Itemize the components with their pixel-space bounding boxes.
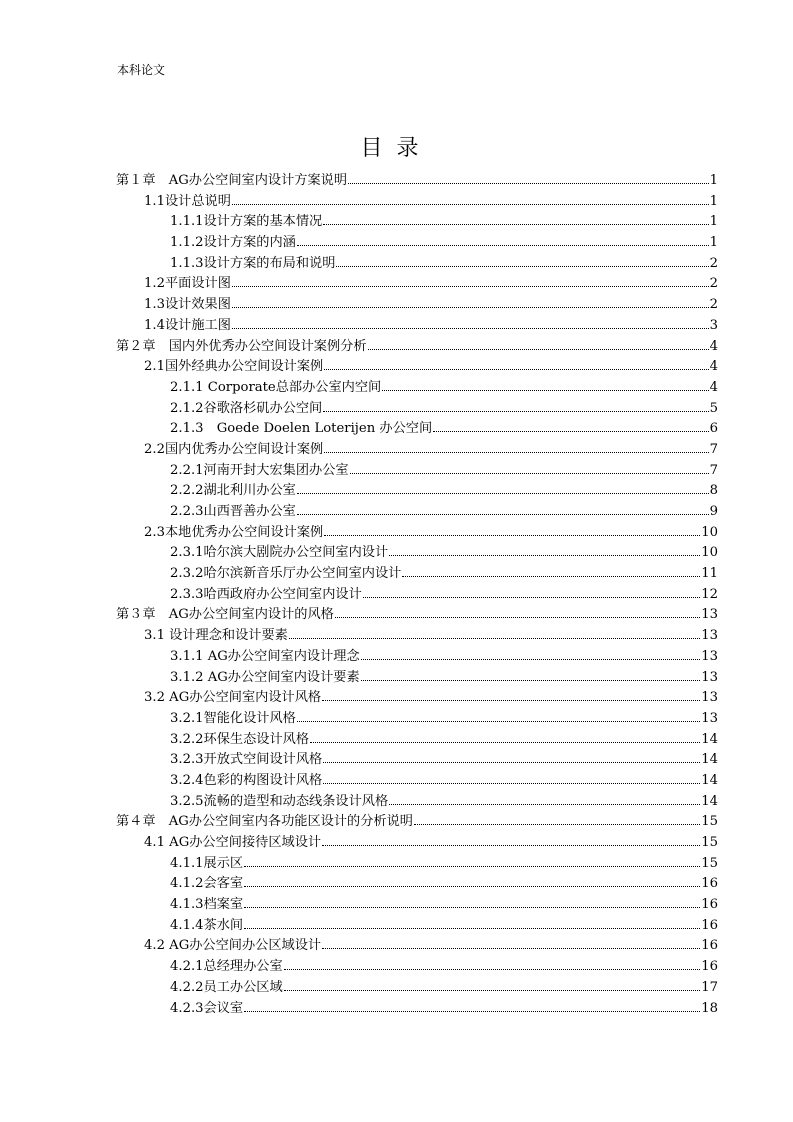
toc-entry-title: 3.2 AG办公空间室内设计风格 bbox=[144, 690, 322, 706]
toc-dot-leader bbox=[244, 1011, 700, 1012]
toc-page-number: 15 bbox=[701, 835, 718, 850]
toc-page-number: 16 bbox=[701, 917, 718, 933]
toc-entry[interactable] bbox=[116, 479, 718, 500]
toc-entry-title: 4.2 AG办公空间办公区域设计 bbox=[144, 938, 322, 954]
toc-page-number: 10 bbox=[701, 545, 718, 561]
toc-entry-title: 1.1设计总说明 bbox=[144, 193, 231, 209]
toc-entry[interactable] bbox=[116, 376, 718, 397]
toc-dot-leader bbox=[232, 204, 709, 205]
toc-entry-title: 2.2.1河南开封大宏集团办公室 bbox=[170, 462, 349, 478]
toc-page-number: 8 bbox=[709, 483, 718, 499]
toc-page-number: 12 bbox=[701, 586, 718, 602]
table-of-contents bbox=[116, 169, 718, 1017]
toc-entry[interactable] bbox=[116, 872, 718, 893]
toc-entry-title: 1.1.3设计方案的布局和说明 bbox=[170, 255, 336, 271]
toc-page-number: 7 bbox=[709, 441, 718, 457]
toc-dot-leader bbox=[323, 411, 708, 412]
toc-dot-leader bbox=[324, 452, 708, 453]
toc-entry-title: 2.3.1哈尔滨大剧院办公空间室内设计 bbox=[170, 545, 389, 561]
toc-entry-title: 3.2.2环保生态设计风格 bbox=[170, 731, 310, 747]
toc-entry[interactable] bbox=[116, 686, 718, 707]
toc-page-number: 17 bbox=[701, 979, 718, 995]
toc-dot-leader bbox=[324, 535, 700, 536]
toc-dot-leader bbox=[297, 493, 709, 494]
toc-page-number: 1 bbox=[709, 235, 718, 251]
toc-dot-leader bbox=[322, 700, 700, 701]
toc-page-number: 13 bbox=[701, 690, 718, 706]
toc-entry-title: 1.3设计效果图 bbox=[144, 297, 231, 313]
toc-entry-title: 3.2.5流畅的造型和动态线条设计风格 bbox=[170, 793, 389, 809]
toc-entry-title: 4.1.1展示区 bbox=[170, 855, 244, 871]
toc-dot-leader bbox=[402, 576, 700, 577]
toc-entry[interactable] bbox=[116, 790, 718, 811]
toc-entry-title: 4.1.2会客室 bbox=[170, 876, 244, 892]
toc-entry[interactable] bbox=[116, 397, 718, 418]
toc-entry-title: 3.1 设计理念和设计要素 bbox=[144, 628, 288, 644]
toc-dot-leader bbox=[323, 224, 708, 225]
running-header: 本科论文 bbox=[117, 63, 166, 77]
toc-dot-leader bbox=[244, 866, 700, 867]
toc-entry[interactable] bbox=[116, 231, 718, 252]
toc-page-number: 4 bbox=[709, 379, 718, 395]
toc-entry[interactable] bbox=[116, 852, 718, 873]
toc-entry[interactable] bbox=[116, 210, 718, 231]
toc-entry[interactable] bbox=[116, 272, 718, 293]
toc-entry[interactable] bbox=[116, 707, 718, 728]
toc-entry[interactable] bbox=[116, 541, 718, 562]
toc-dot-leader bbox=[368, 349, 709, 350]
toc-page-number: 14 bbox=[701, 772, 718, 788]
toc-dot-leader bbox=[363, 597, 700, 598]
toc-page-number: 13 bbox=[701, 710, 718, 726]
toc-page-number: 16 bbox=[701, 959, 718, 975]
toc-entry[interactable] bbox=[116, 417, 718, 438]
toc-entry[interactable] bbox=[116, 955, 718, 976]
toc-entry[interactable] bbox=[116, 190, 718, 211]
toc-page-number: 3 bbox=[709, 317, 718, 333]
toc-dot-leader bbox=[322, 948, 700, 949]
toc-dot-leader bbox=[323, 783, 700, 784]
toc-page-number: 4 bbox=[709, 359, 718, 375]
toc-page-number: 14 bbox=[701, 793, 718, 809]
toc-page-number: 1 bbox=[709, 193, 718, 209]
toc-entry[interactable] bbox=[116, 335, 718, 356]
toc-entry[interactable] bbox=[116, 624, 718, 645]
page-title: 目录 bbox=[360, 136, 433, 161]
toc-page-number: 5 bbox=[709, 400, 718, 416]
toc-entry[interactable] bbox=[116, 997, 718, 1018]
toc-entry[interactable] bbox=[116, 934, 718, 955]
toc-page-number: 18 bbox=[701, 1000, 718, 1016]
toc-dot-leader bbox=[297, 721, 700, 722]
toc-entry-title: 2.3.2哈尔滨新音乐厅办公空间室内设计 bbox=[170, 566, 402, 582]
toc-page-number: 10 bbox=[701, 524, 718, 540]
toc-entry-title: 2.2.3山西晋善办公室 bbox=[170, 504, 296, 519]
toc-entry-title: 4.2.1总经理办公室 bbox=[170, 959, 283, 975]
toc-page-number: 2 bbox=[709, 255, 718, 271]
toc-entry[interactable] bbox=[116, 314, 718, 335]
toc-page-number: 6 bbox=[709, 421, 718, 437]
toc-dot-leader bbox=[310, 742, 700, 743]
toc-entry-title: 第２章 国内外优秀办公空间设计案例分析 bbox=[116, 338, 367, 354]
toc-dot-leader bbox=[232, 328, 709, 329]
toc-entry-title: 2.3本地优秀办公空间设计案例 bbox=[144, 524, 324, 540]
toc-page-number: 2 bbox=[709, 276, 718, 292]
toc-dot-leader bbox=[324, 369, 708, 370]
toc-dot-leader bbox=[361, 659, 701, 660]
toc-page-number: 13 bbox=[701, 669, 718, 685]
toc-entry-title: 4.2.3会议室 bbox=[170, 1000, 244, 1016]
toc-dot-leader bbox=[244, 907, 700, 908]
toc-page-number: 15 bbox=[701, 814, 718, 830]
toc-page-number: 7 bbox=[709, 462, 718, 478]
toc-entry[interactable] bbox=[116, 769, 718, 790]
toc-page-number: 1 bbox=[709, 173, 718, 188]
toc-entry[interactable] bbox=[116, 355, 718, 376]
toc-entry[interactable] bbox=[116, 893, 718, 914]
toc-entry-title: 4.1.3档案室 bbox=[170, 897, 244, 913]
toc-entry[interactable] bbox=[116, 252, 718, 273]
toc-entry[interactable] bbox=[116, 645, 718, 666]
toc-entry-title: 2.1.3 Goede Doelen Loterijen 办公空间 bbox=[170, 421, 433, 437]
toc-entry-title: 4.1 AG办公空间接待区域设计 bbox=[144, 835, 322, 850]
toc-dot-leader bbox=[244, 928, 700, 929]
toc-page-number: 11 bbox=[701, 566, 718, 582]
toc-dot-leader bbox=[336, 266, 708, 267]
toc-dot-leader bbox=[232, 307, 709, 308]
toc-entry-title: 1.1.2设计方案的内涵 bbox=[170, 235, 296, 251]
toc-entry[interactable] bbox=[116, 728, 718, 749]
toc-dot-leader bbox=[284, 990, 701, 991]
toc-entry-title: 1.2平面设计图 bbox=[144, 276, 231, 292]
toc-page-number: 1 bbox=[709, 214, 718, 230]
toc-entry-title: 3.2.4色彩的构图设计风格 bbox=[170, 772, 323, 788]
toc-entry-title: 4.1.4茶水间 bbox=[170, 917, 244, 933]
toc-page-number: 16 bbox=[701, 938, 718, 954]
toc-entry[interactable] bbox=[116, 562, 718, 583]
toc-dot-leader bbox=[297, 245, 709, 246]
toc-entry[interactable] bbox=[116, 438, 718, 459]
toc-page-number: 16 bbox=[701, 897, 718, 913]
toc-page-number: 13 bbox=[701, 628, 718, 644]
toc-entry[interactable] bbox=[116, 666, 718, 687]
toc-entry[interactable] bbox=[116, 831, 718, 852]
toc-page-number: 14 bbox=[701, 752, 718, 768]
toc-entry[interactable] bbox=[116, 748, 718, 769]
toc-page-number: 14 bbox=[701, 731, 718, 747]
toc-entry-title: 2.3.3哈西政府办公空间室内设计 bbox=[170, 586, 362, 602]
toc-entry-title: 第３章 AG办公空间室内设计的风格 bbox=[116, 607, 334, 623]
toc-entry-title: 2.2.2湖北利川办公室 bbox=[170, 483, 296, 499]
toc-entry-title: 第１章 AG办公空间室内设计方案说明 bbox=[116, 173, 348, 188]
toc-entry[interactable] bbox=[116, 914, 718, 935]
toc-dot-leader bbox=[350, 473, 709, 474]
toc-entry[interactable] bbox=[116, 603, 718, 624]
toc-dot-leader bbox=[323, 762, 700, 763]
toc-dot-leader bbox=[389, 804, 700, 805]
toc-entry-title: 第４章 AG办公空间室内各功能区设计的分析说明 bbox=[116, 814, 413, 830]
toc-entry[interactable] bbox=[116, 583, 718, 604]
toc-entry-title: 2.1.2谷歌洛杉矶办公空间 bbox=[170, 400, 323, 416]
toc-dot-leader bbox=[289, 638, 700, 639]
toc-entry[interactable] bbox=[116, 459, 718, 480]
toc-entry[interactable] bbox=[116, 976, 718, 997]
toc-page-number: 16 bbox=[701, 876, 718, 892]
toc-entry-title: 1.1.1设计方案的基本情况 bbox=[170, 214, 323, 230]
toc-page-number: 9 bbox=[709, 504, 718, 519]
toc-page-number: 4 bbox=[709, 338, 718, 354]
toc-dot-leader bbox=[348, 183, 709, 184]
toc-dot-leader bbox=[335, 617, 700, 618]
toc-dot-leader bbox=[284, 969, 701, 970]
toc-dot-leader bbox=[322, 845, 700, 846]
toc-entry[interactable] bbox=[116, 500, 718, 521]
toc-entry[interactable] bbox=[116, 810, 718, 831]
toc-dot-leader bbox=[232, 286, 709, 287]
toc-entry-title: 3.1.1 AG办公空间室内设计理念 bbox=[170, 648, 360, 664]
toc-entry-title: 1.4设计施工图 bbox=[144, 317, 231, 333]
toc-dot-leader bbox=[414, 824, 700, 825]
toc-page-number: 15 bbox=[701, 855, 718, 871]
toc-page-number: 2 bbox=[709, 297, 718, 313]
toc-dot-leader bbox=[382, 390, 708, 391]
toc-entry-title: 3.1.2 AG办公空间室内设计要素 bbox=[170, 669, 360, 685]
toc-entry-title: 2.1.1 Corporate总部办公室内空间 bbox=[170, 379, 382, 395]
toc-entry[interactable] bbox=[116, 293, 718, 314]
toc-dot-leader bbox=[244, 886, 700, 887]
toc-dot-leader bbox=[433, 431, 708, 432]
toc-entry-title: 4.2.2员工办公区域 bbox=[170, 979, 283, 995]
toc-entry-title: 2.1国外经典办公空间设计案例 bbox=[144, 359, 324, 375]
toc-entry-title: 3.2.1智能化设计风格 bbox=[170, 710, 296, 726]
toc-dot-leader bbox=[389, 555, 700, 556]
toc-entry-title: 3.2.3开放式空间设计风格 bbox=[170, 752, 323, 768]
toc-entry-title: 2.2国内优秀办公空间设计案例 bbox=[144, 441, 324, 457]
toc-entry[interactable] bbox=[116, 169, 718, 190]
toc-page-number: 13 bbox=[701, 648, 718, 664]
toc-dot-leader bbox=[361, 680, 701, 681]
toc-dot-leader bbox=[297, 514, 709, 515]
toc-entry[interactable] bbox=[116, 521, 718, 542]
toc-page-number: 13 bbox=[701, 607, 718, 623]
